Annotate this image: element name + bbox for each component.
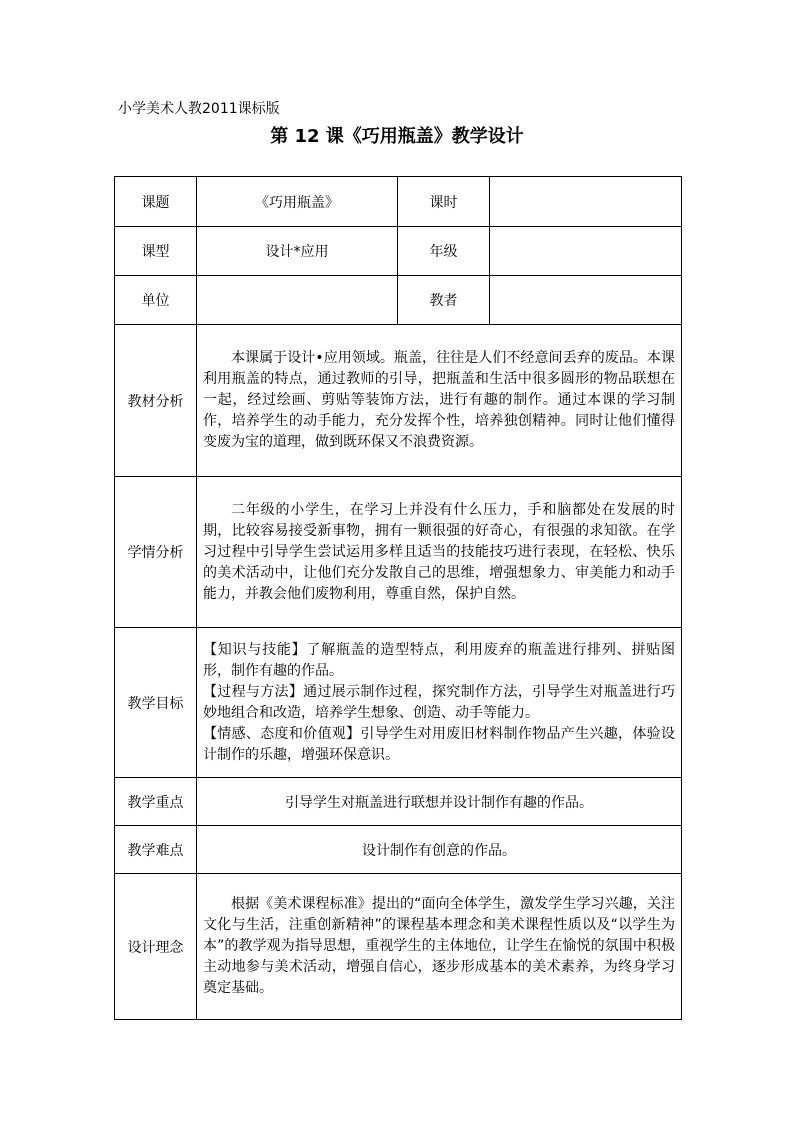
objectives-cell xyxy=(197,628,682,778)
objectives-label: 教学目标 xyxy=(115,628,197,778)
objective-knowledge: 【知识与技能】了解瓶盖的造型特点，利用废弃的瓶盖进行排列、拼贴图形，制作有趣的作品。 xyxy=(203,641,675,679)
philosophy-text: 根据《美术课程标准》提出的“面向全体学生，激发学生学习兴趣，关注文化与生活，注重创新精神”的课程基本理念和美术课程性质以及“以学生为本”的教学观为指导思想，重视学生的主体地位，让学生在愉悦的氛围中积极主动地参与美术活动，增强自信心，逐步形成基本的美术素养，为终身学习奠定基础。 xyxy=(203,896,675,996)
table-row xyxy=(115,628,682,778)
table-row xyxy=(115,325,682,477)
material-analysis-label: 教材分析 xyxy=(115,325,197,477)
table-row xyxy=(115,826,682,874)
difficulty-label: 教学难点 xyxy=(115,826,197,874)
table-row xyxy=(115,477,682,628)
period-value xyxy=(490,177,682,227)
document-subtitle: 小学美术人教2011课标版 xyxy=(118,101,280,117)
learner-analysis-label: 学情分析 xyxy=(115,477,197,628)
document-title: 第 12 课《巧用瓶盖》教学设计 xyxy=(270,126,524,147)
topic-value: 《巧用瓶盖》 xyxy=(197,177,398,227)
table-row xyxy=(115,778,682,826)
grade-value xyxy=(490,227,682,276)
key-point-label: 教学重点 xyxy=(115,778,197,826)
material-analysis-text: 本课属于设计•应用领域。瓶盖，往往是人们不经意间丢弃的废品。本课利用瓶盖的特点，通过教师的引导，把瓶盖和生活中很多圆形的物品联想在一起，经过绘画、剪贴等装饰方法，进行有趣的制作。通过本课的学习制作，培养学生的动手能力，充分发挥个性，培养独创精神。同时让他们懂得变废为宝的道理，做到既环保又不浪费资源。 xyxy=(203,350,675,450)
material-analysis-cell xyxy=(197,325,682,477)
table-row xyxy=(115,227,682,276)
unit-value xyxy=(197,276,398,325)
key-point-text: 引导学生对瓶盖进行联想并设计制作有趣的作品。 xyxy=(197,778,682,826)
objective-process: 【过程与方法】通过展示制作过程，探究制作方法，引导学生对瓶盖进行巧妙地组合和改造，培养学生想象、创造、动手等能力。 xyxy=(203,683,675,721)
table-row xyxy=(115,177,682,227)
unit-label: 单位 xyxy=(115,276,197,325)
teacher-value xyxy=(490,276,682,325)
teacher-label: 教者 xyxy=(398,276,490,325)
grade-label: 年级 xyxy=(398,227,490,276)
period-label: 课时 xyxy=(398,177,490,227)
objective-emotion: 【情感、态度和价值观】引导学生对用废旧材料制作物品产生兴趣，体验设计制作的乐趣，增强环保意识。 xyxy=(203,725,675,763)
lesson-type-label: 课型 xyxy=(115,227,197,276)
learner-analysis-cell xyxy=(197,477,682,628)
table-row xyxy=(115,874,682,1020)
lesson-type-value: 设计*应用 xyxy=(197,227,398,276)
philosophy-label: 设计理念 xyxy=(115,874,197,1020)
table-row xyxy=(115,276,682,325)
lesson-plan-table xyxy=(114,176,682,1020)
learner-analysis-text: 二年级的小学生，在学习上并没有什么压力，手和脑都处在发展的时期，比较容易接受新事物，拥有一颗很强的好奇心，有很强的求知欲。在学习过程中引导学生尝试运用多样且适当的技能技巧进行表现，在轻松、快乐的美术活动中，让他们充分发散自己的思维，增强想象力、审美能力和动手能力，并教会他们废物利用，尊重自然，保护自然。 xyxy=(203,501,675,602)
difficulty-text: 设计制作有创意的作品。 xyxy=(197,826,682,874)
philosophy-cell xyxy=(197,874,682,1020)
topic-label: 课题 xyxy=(115,177,197,227)
